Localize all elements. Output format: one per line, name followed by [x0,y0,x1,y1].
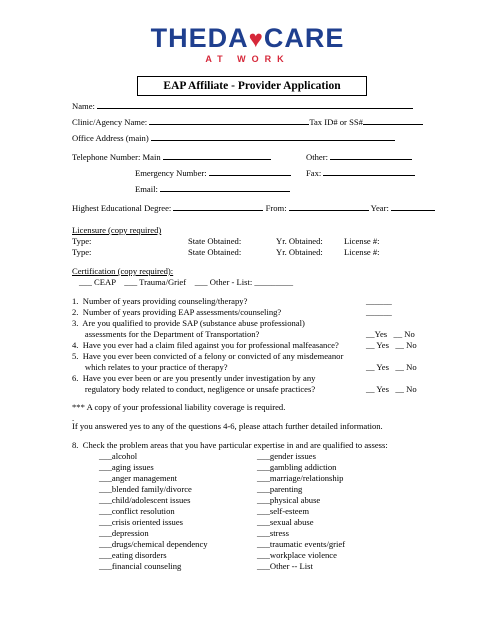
clinic-row [72,116,423,128]
area-item[interactable]: ___stress [257,528,289,538]
area-item[interactable]: ___self-esteem [257,506,310,516]
question-3-cont: assessments for the Department of Transportation? [72,329,260,339]
from-label: From: [265,203,287,213]
license-number-2: License #: [344,247,380,257]
license-yr-1: Yr. Obtained: [276,236,323,246]
area-item[interactable]: ___physical abuse [257,495,321,505]
other-row [306,151,412,163]
question-2-answer[interactable]: ______ [366,307,392,317]
emergency-field[interactable] [209,167,291,176]
logo-wordmark: THEDA♥CARE [150,23,345,53]
other-label: Other: [306,152,328,162]
license-type-2: Type: [72,247,92,257]
area-item[interactable]: ___blended family/divorce [99,484,192,494]
emergency-label: Emergency Number: [135,168,207,178]
area-item[interactable]: ___depression [99,528,149,538]
fax-field[interactable] [323,167,415,176]
emergency-row [135,167,291,179]
question-4: 4. Have you ever had a claim filed against you for professional malfeasance? [72,340,339,350]
attach-note: If you answered yes to any of the questions 4-6, please attach further detailed information. [72,421,383,431]
office-row [72,132,395,144]
license-state-1: State Obtained: [188,236,242,246]
area-item[interactable]: ___conflict resolution [99,506,175,516]
area-item[interactable]: ___sexual abuse [257,517,314,527]
question-3-answer[interactable]: __Yes __ No [366,329,415,339]
question-1: 1. Number of years providing counseling/therapy? [72,296,248,306]
fax-label: Fax: [306,168,322,178]
year-field[interactable] [391,202,435,211]
question-5-cont: which relates to your practice of therapy? [72,362,228,372]
page-title: EAP Affiliate - Provider Application [137,76,367,96]
liability-note: *** A copy of your professional liability coverage is required. [72,402,286,412]
office-field[interactable] [151,132,395,141]
area-item[interactable]: ___parenting [257,484,303,494]
certification-options[interactable]: ___ CEAP ___ Trauma/Grief ___ Other - List: _________ [79,277,294,287]
area-item[interactable]: ___anger management [99,473,178,483]
area-item[interactable]: ___eating disorders [99,550,167,560]
area-item[interactable]: ___financial counseling [99,561,182,571]
question-2: 2. Number of years providing EAP assessments/counseling? [72,307,282,317]
telephone-row [72,151,271,163]
license-number-1: License #: [344,236,380,246]
other-field[interactable] [330,151,412,160]
heart-icon: ♥ [248,26,264,53]
area-item[interactable]: ___gambling addiction [257,462,337,472]
area-item[interactable]: ___gender issues [257,451,316,461]
question-1-answer[interactable]: ______ [366,296,392,306]
fax-row [306,167,415,179]
area-item[interactable]: ___marriage/relationship [257,473,344,483]
area-item[interactable]: ___workplace violence [257,550,337,560]
question-3: 3. Are you qualified to provide SAP (substance abuse professional) [72,318,305,328]
office-label: Office Address (main) [72,133,149,143]
telephone-label: Telephone Number: Main [72,152,161,162]
email-row [135,183,290,195]
area-item[interactable]: ___drugs/chemical dependency [99,539,208,549]
areas-left-list [99,451,208,572]
area-item[interactable]: ___child/adolescent issues [99,495,191,505]
certification-heading: Certification (copy required): [72,266,174,276]
logo-subtitle: AT WORK [205,54,290,64]
degree-row [72,202,435,214]
license-yr-2: Yr. Obtained: [276,247,323,257]
licensure-heading: Licensure (copy required) [72,225,162,235]
clinic-label: Clinic/Agency Name: [72,117,148,127]
email-label: Email: [135,184,158,194]
license-type-1: Type: [72,236,92,246]
license-state-2: State Obtained: [188,247,242,257]
year-label: Year: [370,203,389,213]
areas-right-list [257,451,345,572]
area-item[interactable]: ___traumatic events/grief [257,539,346,549]
area-item[interactable]: ___alcohol [99,451,138,461]
degree-label: Highest Educational Degree: [72,203,172,213]
clinic-field[interactable] [149,116,309,125]
email-field[interactable] [160,183,290,192]
telephone-field[interactable] [163,151,271,160]
name-label: Name: [72,101,95,111]
question-6: 6. Have you ever been or are you presently under investigation by any [72,373,316,383]
from-field[interactable] [289,202,369,211]
question-5: 5. Have you ever been convicted of a felony or convicted of any misdemeanor [72,351,344,361]
degree-field[interactable] [173,202,263,211]
dot-mark: . [72,413,75,423]
taxid-field[interactable] [363,116,423,125]
name-field[interactable] [97,100,413,109]
name-row [72,100,413,112]
question-6-cont: regulatory body related to conduct, negligence or unsafe practices? [72,384,316,394]
question-4-answer[interactable]: __ Yes __ No [366,340,417,350]
question-8: 8. Check the problem areas that you have particular expertise in and are qualified to assess: [72,440,388,450]
area-item[interactable]: ___crisis oriented issues [99,517,184,527]
area-item[interactable]: ___aging issues [99,462,154,472]
area-item[interactable]: ___Other -- List [257,561,313,571]
taxid-label: Tax ID# or SS# [309,117,363,127]
question-6-answer[interactable]: __ Yes __ No [366,384,417,394]
question-5-answer[interactable]: __ Yes __ No [366,362,417,372]
thedacare-logo [0,24,495,64]
